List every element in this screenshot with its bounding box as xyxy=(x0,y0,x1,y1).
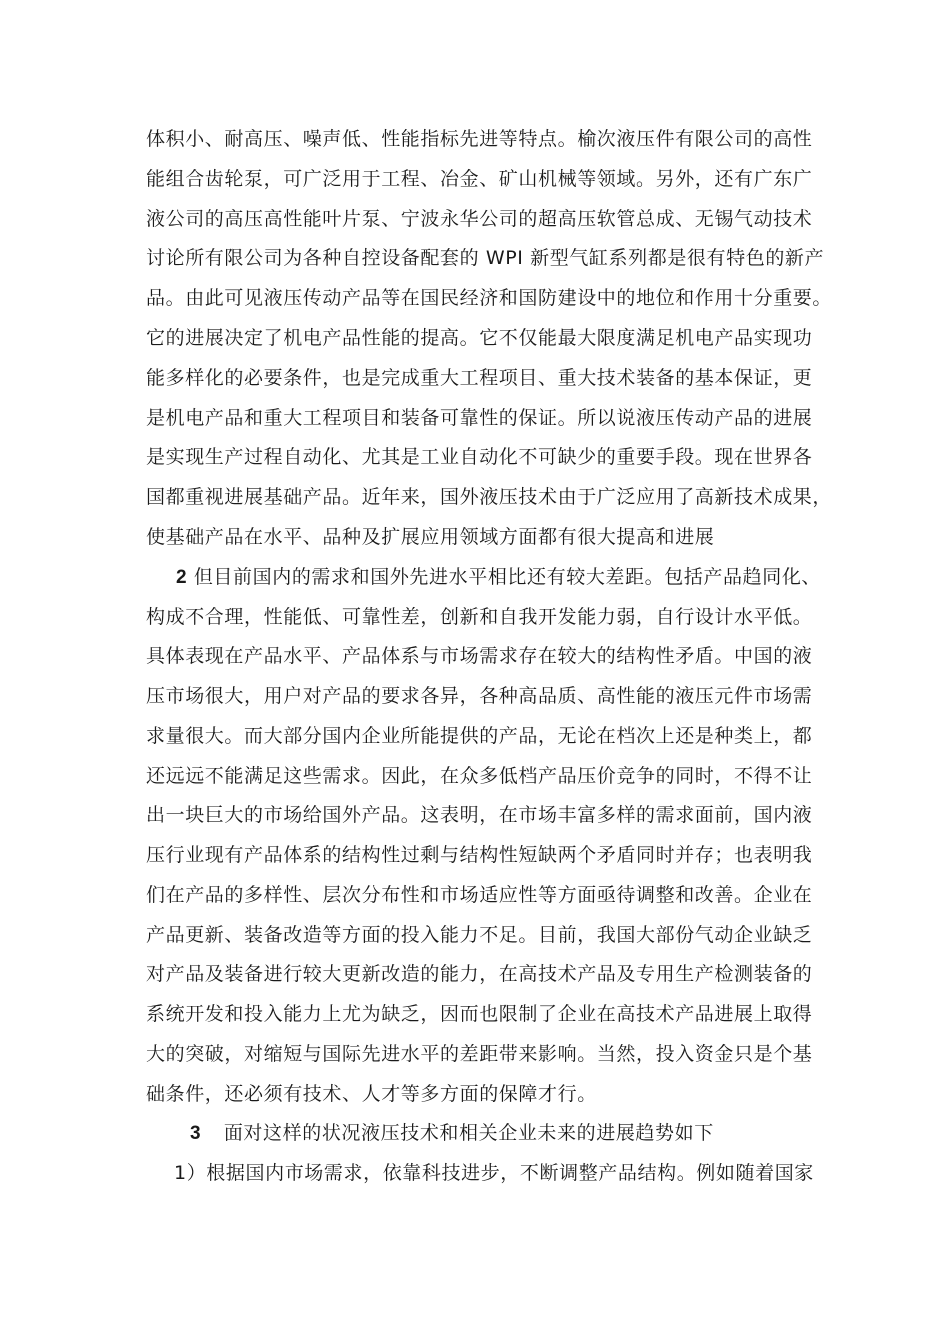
paragraph-line: 具体表现在产品水平、产品体系与市场需求存在较大的结构性矛盾。中国的液 xyxy=(146,645,813,667)
paragraph-line: 对产品及装备进行较大更新改造的能力，在高技术产品及专用生产检测装备的 xyxy=(146,963,813,985)
paragraph-line: 是实现生产过程自动化、尤其是工业自动化不可缺少的重要手段。现在世界各 xyxy=(146,446,813,468)
paragraph-line: 产品更新、装备改造等方面的投入能力不足。目前，我国大部份气动企业缺乏 xyxy=(146,924,813,946)
paragraph-line: 构成不合理，性能低、可靠性差，创新和自我开发能力弱，自行设计水平低。 xyxy=(146,606,813,628)
section-3-heading xyxy=(190,1120,870,1147)
list-item-1-text: 根据国内市场需求，依靠科技进步，不断调整产品结构。例如随着国家 xyxy=(206,1162,814,1184)
paragraph-line: 出一块巨大的市场给国外产品。这表明，在市场丰富多样的需求面前，国内液 xyxy=(146,804,813,826)
paragraph-line: 讨论所有限公司为各种自控设备配套的 WPI 新型气缸系列都是很有特色的新产 xyxy=(146,247,825,269)
paragraph-line: 能组合齿轮泵，可广泛用于工程、冶金、矿山机械等领域。另外，还有广东广 xyxy=(146,168,813,190)
paragraph-line: 液公司的高压高性能叶片泵、宁波永华公司的超高压软管总成、无锡气动技术 xyxy=(146,208,813,230)
paragraph-line: 压市场很大，用户对产品的要求各异，各种高品质、高性能的液压元件市场需 xyxy=(146,685,813,707)
paragraph-line: 还远远不能满足这些需求。因此，在众多低档产品压价竞争的同时，不得不让 xyxy=(146,765,813,787)
list-item-1-marker: 1） xyxy=(174,1162,207,1184)
paragraph-line: 求量很大。而大部分国内企业所能提供的产品，无论在档次上还是种类上，都 xyxy=(146,725,813,747)
paragraph-line: 础条件，还必须有技术、人才等多方面的保障才行。 xyxy=(146,1083,597,1105)
paragraph-line: 品。由此可见液压传动产品等在国民经济和国防建设中的地位和作用十分重要。 xyxy=(146,287,833,309)
section-2-text: 但目前国内的需求和国外先进水平相比还有较大差距。包括产品趋同化、 xyxy=(193,566,822,588)
paragraph-line: 是机电产品和重大工程项目和装备可靠性的保证。所以说液压传动产品的进展 xyxy=(146,407,813,429)
section-2-first-line xyxy=(176,564,856,591)
section-3-text: 面对这样的状况液压技术和相关企业未来的进展趋势如下 xyxy=(223,1122,714,1144)
paragraph-line: 们在产品的多样性、层次分布性和市场适应性等方面亟待调整和改善。企业在 xyxy=(146,884,813,906)
paragraph-line: 系统开发和投入能力上尤为缺乏，因而也限制了企业在高技术产品进展上取得 xyxy=(146,1003,813,1025)
paragraph-line: 体积小、耐高压、噪声低、性能指标先进等特点。榆次液压件有限公司的高性 xyxy=(146,128,813,150)
paragraph-line: 压行业现有产品体系的结构性过剩与结构性短缺两个矛盾同时并存；也表明我 xyxy=(146,844,813,866)
paragraph-line: 能多样化的必要条件，也是完成重大工程项目、重大技术装备的基本保证，更 xyxy=(146,367,813,389)
paragraph-line: 使基础产品在水平、品种及扩展应用领域方面都有很大提高和进展 xyxy=(146,526,715,548)
section-2-number: 2 xyxy=(176,567,188,588)
paragraph-line: 大的突破，对缩短与国际先进水平的差距带来影响。当然，投入资金只是个基 xyxy=(146,1043,813,1065)
list-item-1 xyxy=(174,1160,854,1186)
paragraph-line: 它的进展决定了机电产品性能的提高。它不仅能最大限度满足机电产品实现功 xyxy=(146,327,813,349)
section-3-number: 3 xyxy=(190,1123,202,1144)
paragraph-line: 国都重视进展基础产品。近年来，国外液压技术由于广泛应用了高新技术成果， xyxy=(146,486,833,508)
